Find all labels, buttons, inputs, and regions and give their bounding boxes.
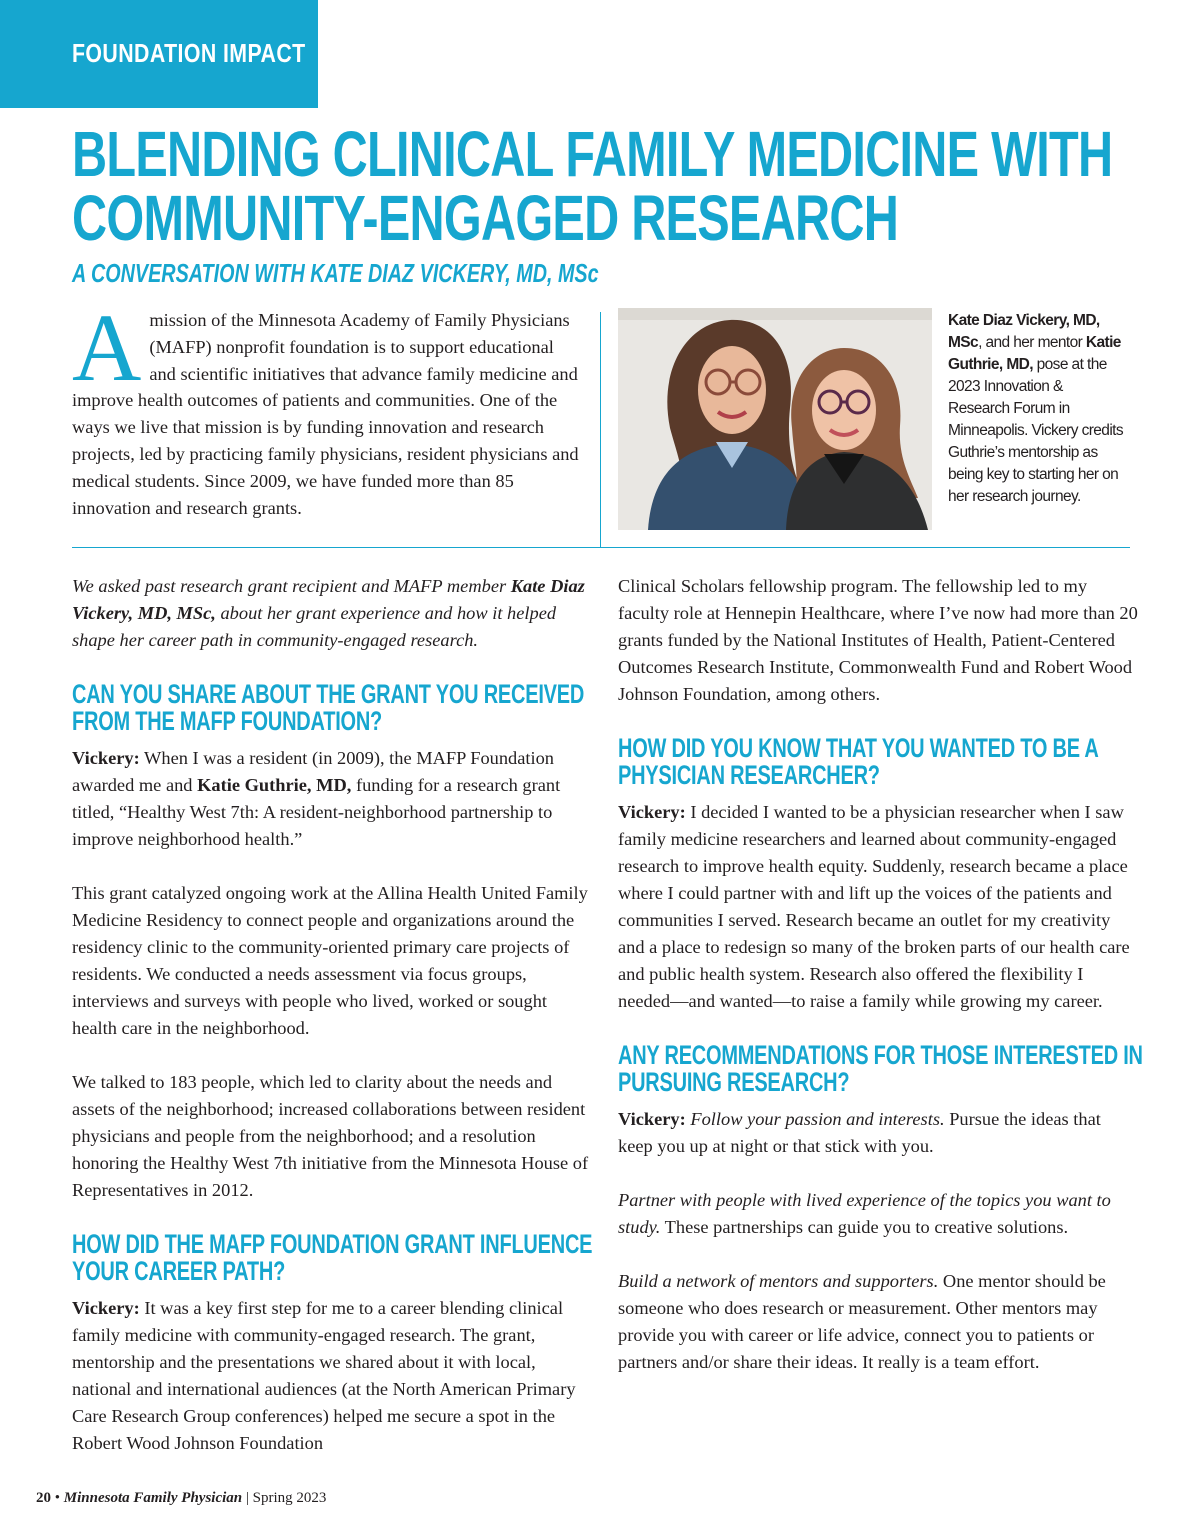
recommendation-1	[618, 1106, 1138, 1160]
lead-before: We asked past research grant recipient and MAFP member	[72, 576, 511, 596]
right-column	[618, 573, 1143, 1403]
caption-rest: pose at the 2023 Innovation & Research Forum in Minneapolis. Vickery credits Guthrie’s mentorship as being key to starting her on her research journey.	[948, 356, 1124, 505]
recommendation-1-text: Pursue the ideas that keep you up at night or that stick with you.	[618, 1109, 1101, 1156]
lead-after: about her grant experience and how it helped shape her career path in community-engaged research.	[72, 603, 557, 650]
question-2-heading: HOW DID THE MAFP FOUNDATION GRANT INFLUENCE YOUR CAREER PATH?	[72, 1229, 593, 1286]
answer-2-paragraph-1	[72, 1295, 592, 1457]
speaker-label: Vickery:	[618, 1109, 686, 1129]
recommendation-2-emphasis: Partner with people with lived experience of the topics you want to study.	[618, 1190, 1111, 1237]
speaker-label: Vickery:	[618, 802, 686, 822]
intro-text: mission of the Minnesota Academy of Family Physicians (MAFP) nonprofit foundation is to support educational and scientific initiatives that advance family medicine and improve health outcomes of patients and communities. One of the ways we live that mission is by funding innovation and research projects, led by practicing family physicians, resident physicians and medical students. Since 2009, we have funded more than 85 innovation and research grants.	[72, 310, 579, 518]
answer-1-text-b: funding for a research grant titled, “Healthy West 7th: A resident-neighborhood partnership to improve neighborhood health.”	[72, 775, 561, 849]
section-tab-label: FOUNDATION IMPACT	[72, 38, 306, 68]
page-footer	[36, 1490, 326, 1507]
lead-paragraph	[72, 573, 592, 654]
photo-caption	[948, 310, 1126, 508]
headline	[72, 118, 1113, 254]
answer-3-paragraph-1	[618, 799, 1138, 1015]
speaker-label: Vickery:	[72, 1298, 140, 1318]
question-3-heading: HOW DID YOU KNOW THAT YOU WANTED TO BE A PHYSICIAN RESEARCHER?	[618, 733, 1098, 790]
answer-2-text: It was a key first step for me to a career blending clinical family medicine with community-engaged research. The grant, mentorship and the presentations we shared about it with local, national and international audiences (at the North American Primary Care Research Group conferences) helped me secure a spot in the Robert Wood Johnson Foundation	[72, 1298, 576, 1453]
recommendation-1-emphasis: Follow your passion and interests.	[685, 1109, 945, 1129]
answer-1-paragraph-1	[72, 745, 592, 853]
answer-1-paragraph-3: We talked to 183 people, which led to clarity about the needs and assets of the neighborhood; increased collaborations between resident physicians and people from the neighborhood; and a resolution honoring the Healthy West 7th initiative from the Minnesota House of Representatives in 2012.	[72, 1072, 589, 1200]
subhead: A CONVERSATION WITH KATE DIAZ VICKERY, MD, MSc	[72, 258, 599, 288]
question-4-heading: ANY RECOMMENDATIONS FOR THOSE INTERESTED IN PURSUING RESEARCH?	[618, 1040, 1143, 1097]
recommendation-3	[618, 1268, 1138, 1376]
section-tab	[0, 0, 318, 108]
page-number: 20	[36, 1490, 51, 1506]
answer-2-continued: Clinical Scholars fellowship program. The fellowship led to my faculty role at Hennepin Healthcare, where I’ve now had more than 20 grants funded by the National Institutes of Health, Patient-Centered Outcomes Research Institute, Commonwealth Fund and Robert Wood Johnson Foundation, among others.	[618, 576, 1138, 704]
footer-bullet: •	[51, 1490, 64, 1506]
recommendation-3-emphasis: Build a network of mentors and supporters.	[618, 1271, 939, 1291]
headline-line-2: COMMUNITY-ENGAGED RESEARCH	[72, 182, 899, 254]
lead-name: Kate Diaz Vickery, MD, MSc,	[72, 576, 585, 623]
answer-1-text-a: When I was a resident (in 2009), the MAFP Foundation awarded me and	[72, 748, 554, 795]
answer-3-text: I decided I wanted to be a physician researcher when I saw family medicine researchers and learned about community-engaged research to improve health equity. Suddenly, research became a place where I could partner with and lift up the voices of the patients and communities I served. Research became an outlet for my creativity and a place to redesign so many of the broken parts of our health care and public health system. Research also offered the flexibility I needed—and wanted—to raise a family while growing my career.	[618, 802, 1130, 1011]
left-column	[72, 573, 592, 1484]
recommendation-2-text: These partnerships can guide you to creative solutions.	[660, 1217, 1069, 1237]
recommendation-2	[618, 1187, 1138, 1241]
publication-name: Minnesota Family Physician	[63, 1490, 243, 1506]
drop-cap: A	[72, 294, 142, 401]
caption-mid: , and her mentor	[978, 334, 1086, 351]
portrait-photo	[618, 308, 932, 530]
answer-1-name: Katie Guthrie, MD,	[197, 775, 352, 795]
footer-separator: |	[242, 1490, 253, 1506]
headline-line-1: BLENDING CLINICAL FAMILY MEDICINE WITH	[72, 118, 1113, 190]
recommendation-3-text: One mentor should be someone who does research or measurement. Other mentors may provide you with career or life advice, connect you to patients or partners and/or share their ideas. It really is a team effort.	[618, 1271, 1106, 1372]
vertical-divider	[600, 312, 601, 548]
caption-name-2: Katie Guthrie, MD,	[948, 334, 1121, 373]
issue-date: Spring 2023	[252, 1490, 327, 1506]
speaker-label: Vickery:	[72, 748, 140, 768]
intro-paragraph	[72, 294, 582, 521]
portrait-photo-illustration	[618, 308, 932, 530]
answer-1-paragraph-2: This grant catalyzed ongoing work at the Allina Health United Family Medicine Residency to connect people and organizations around the residency clinic to the community-oriented primary care projects of residents. We conducted a needs assessment via focus groups, interviews and surveys with people who lived, worked or sought health care in the neighborhood.	[72, 883, 588, 1038]
horizontal-divider	[72, 547, 1130, 548]
caption-name-1: Kate Diaz Vickery, MD, MSc	[948, 312, 1100, 351]
question-1-heading: CAN YOU SHARE ABOUT THE GRANT YOU RECEIVED FROM THE MAFP FOUNDATION?	[72, 679, 585, 736]
